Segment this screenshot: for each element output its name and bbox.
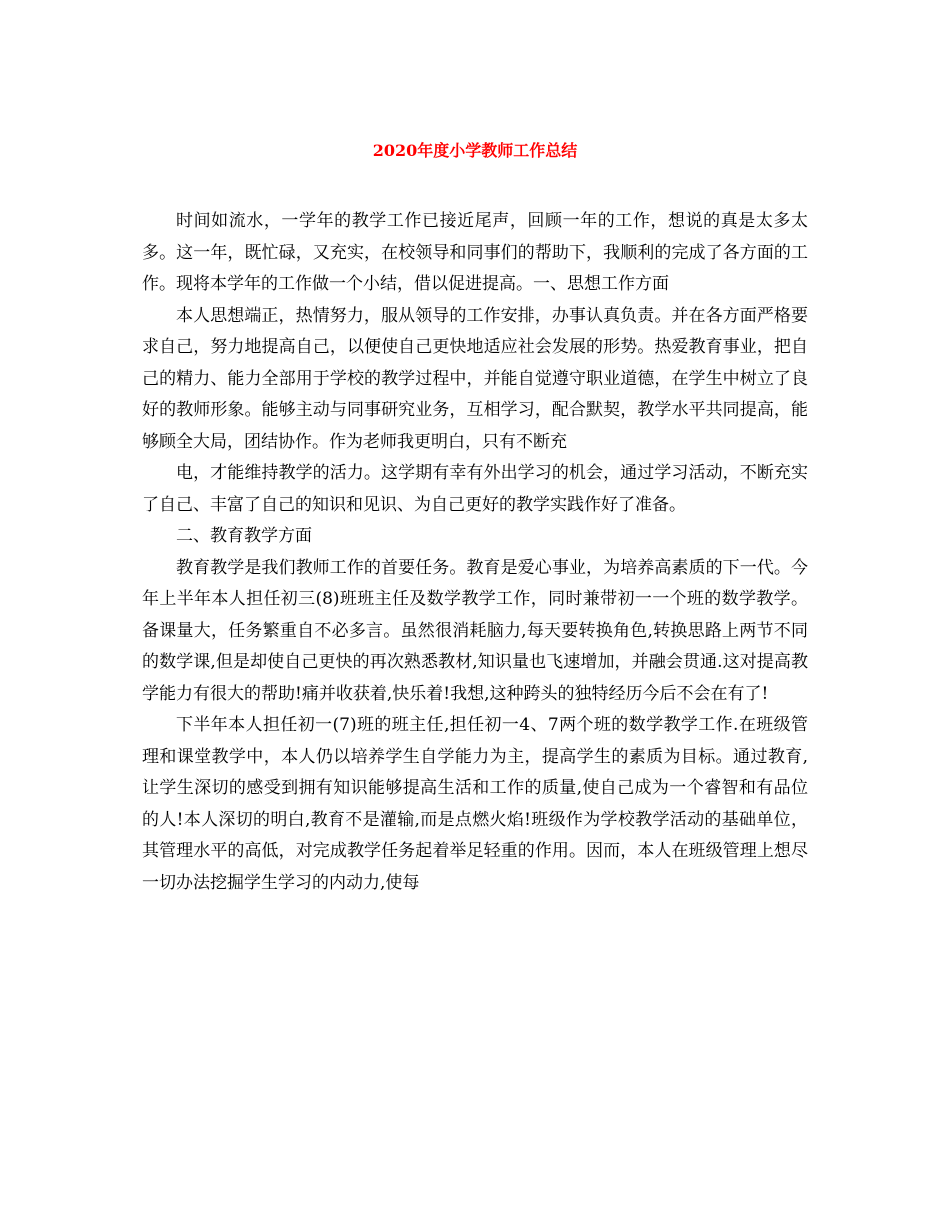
paragraph-teaching-first-half: 教育教学是我们教师工作的首要任务。教育是爱心事业，为培养高素质的下一代。今年上半年本人担任初三(8)班班主任及数学教学工作，同时兼带初一一个班的数学教学。备课量大，任务繁重自不必多言。虽然很消耗脑力,每天要转换角色,转换思路上两节不同的数学课,但是却使自己更快的再次熟悉教材,知识量也飞速增加，并融会贯通.这对提高教学能力有很大的帮助!痛并收获着,快乐着!我想,这种跨头的独特经历今后不会在有了! <box>142 557 808 704</box>
paragraph-thought-continued: 电，才能维持教学的活力。这学期有幸有外出学习的机会，通过学习活动，不断充实了自己、丰富了自己的知识和见识、为自己更好的教学实践作好了准备。 <box>142 463 808 515</box>
paragraph-thought: 本人思想端正，热情努力，服从领导的工作安排，办事认真负责。并在各方面严格要求自己，努力地提高自己，以便使自己更快地适应社会发展的形势。热爱教育事业，把自己的精力、能力全部用于学校的教学过程中，并能自觉遵守职业道德，在学生中树立了良好的教师形象。能够主动与同事研究业务，互相学习，配合默契，教学水平共同提高，能够顾全大局，团结协作。作为老师我更明白，只有不断充 <box>142 305 808 452</box>
paragraph-teaching-second-half: 下半年本人担任初一(7)班的班主任,担任初一4、7两个班的数学教学工作.在班级管理和课堂教学中，本人仍以培养学生自学能力为主，提高学生的素质为目标。通过教育,让学生深切的感受到拥有知识能够提高生活和工作的质量,使自己成为一个睿智和有品位的人!本人深切的明白,教育不是灌输,而是点燃火焰!班级作为学校教学活动的基础单位，其管理水平的高低，对完成教学任务起着举足轻重的作用。因而，本人在班级管理上想尽一切办法挖掘学生学习的内动力,使每 <box>142 715 808 893</box>
paragraph-intro: 时间如流水，一学年的教学工作已接近尾声，回顾一年的工作，想说的真是太多太多。这一年，既忙碌，又充实，在校领导和同事们的帮助下，我顺利的完成了各方面的工作。现将本学年的工作做一个小结，借以促进提高。一、思想工作方面 <box>142 211 808 294</box>
section-heading-teaching: 二、教育教学方面 <box>176 526 312 546</box>
document-title: 2020年度小学教师工作总结 <box>372 141 578 160</box>
document-body <box>142 206 808 899</box>
